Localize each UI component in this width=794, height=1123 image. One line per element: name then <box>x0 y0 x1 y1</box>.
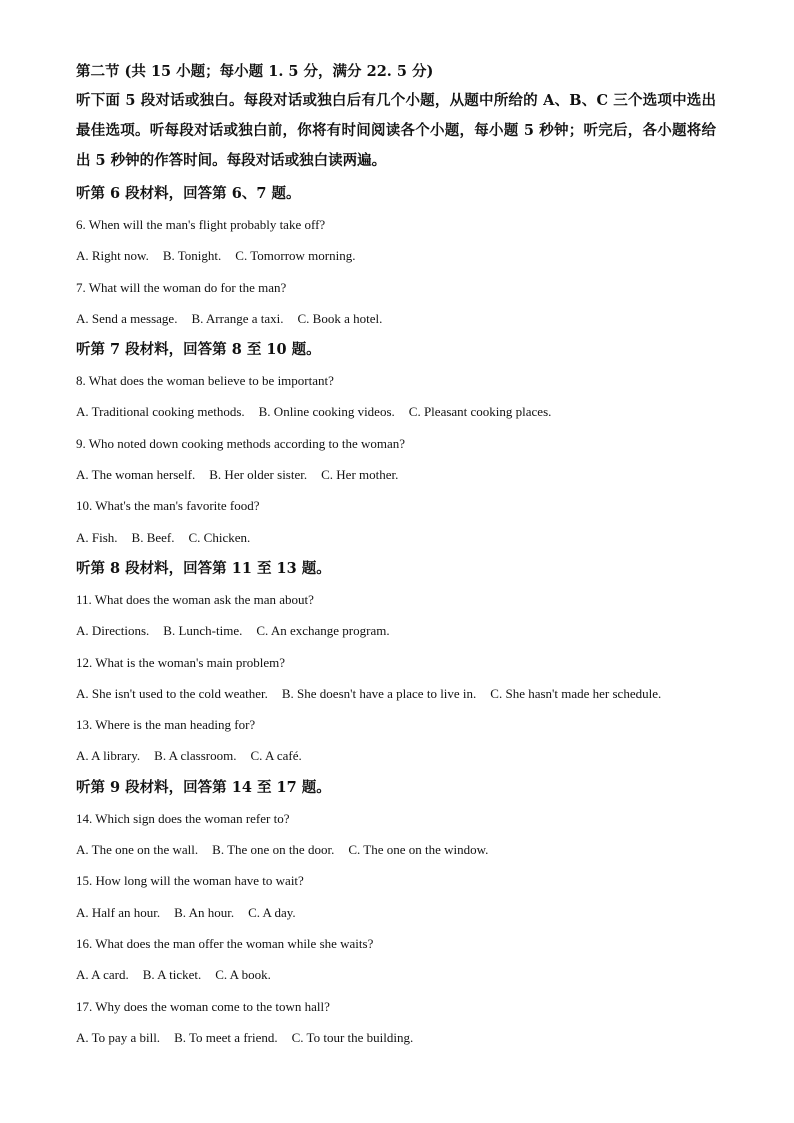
question-stem: 7. What will the woman do for the man? <box>76 279 287 295</box>
option-row <box>76 678 716 709</box>
option-a: A. Send a message. <box>76 310 178 326</box>
option-row <box>76 522 716 553</box>
option-row <box>76 834 716 865</box>
question-group <box>76 553 716 772</box>
question-stem: 12. What is the woman's main problem? <box>76 654 285 670</box>
option-b: B. Arrange a taxi. <box>191 310 284 326</box>
option-b: B. A ticket. <box>142 967 202 983</box>
option-row <box>76 396 716 427</box>
option-b: B. Tonight. <box>162 248 222 264</box>
option-a: A. Traditional cooking methods. <box>76 404 245 420</box>
question-stem: 17. Why does the woman come to the town hall? <box>76 998 330 1014</box>
option-c: C. A book. <box>215 967 271 983</box>
option-a: A. Directions. <box>76 623 150 639</box>
question-stem: 16. What does the man offer the woman while she waits? <box>76 935 374 951</box>
question-stem: 8. What does the woman believe to be important? <box>76 373 334 389</box>
option-a: A. Right now. <box>76 248 149 264</box>
material-heading: 听第 9 段材料，回答第 14 至 17 题。 <box>76 778 331 796</box>
option-b: B. She doesn't have a place to live in. <box>281 685 477 701</box>
option-row <box>76 959 716 990</box>
option-a: A. Half an hour. <box>76 904 161 920</box>
option-c: C. A café. <box>250 748 302 764</box>
option-c: C. To tour the building. <box>291 1029 414 1045</box>
option-c: C. An exchange program. <box>256 623 390 639</box>
question-group <box>76 178 716 334</box>
option-c: C. Her mother. <box>321 467 399 483</box>
option-b: B. An hour. <box>174 904 235 920</box>
option-b: B. To meet a friend. <box>174 1029 278 1045</box>
section-instructions: 听下面 5 段对话或独白。每段对话或独白后有几个小题，从题中所给的 A、B、C 三个选项中选出最佳选项。听每段对话或独白前，你将有时间阅读各个小题，每小题 5 秒钟；听完后，各小题将给出 5 秒钟的作答时间。每段对话或独白读两遍。 <box>76 92 716 169</box>
material-heading: 听第 6 段材料，回答第 6、7 题。 <box>76 185 301 202</box>
option-b: B. The one on the door. <box>212 842 335 858</box>
question-group <box>76 772 716 1053</box>
option-b: B. Her older sister. <box>209 467 308 483</box>
option-c: C. The one on the window. <box>348 842 489 858</box>
option-a: A. The one on the wall. <box>76 842 199 858</box>
question-stem: 13. Where is the man heading for? <box>76 717 256 733</box>
option-b: B. Lunch-time. <box>163 623 243 639</box>
option-row <box>76 1022 716 1053</box>
question-stem: 6. When will the man's flight probably take off? <box>76 217 326 232</box>
option-c: C. Tomorrow morning. <box>235 248 356 264</box>
question-stem: 14. Which sign does the woman refer to? <box>76 810 290 826</box>
material-heading: 听第 8 段材料，回答第 11 至 13 题。 <box>76 559 331 577</box>
option-b: B. A classroom. <box>154 748 237 764</box>
option-c: C. Pleasant cooking places. <box>408 404 552 420</box>
exam-page <box>76 60 716 1053</box>
section-title: 第二节 (共 15 小题；每小题 1. 5 分，满分 22. 5 分) <box>76 63 434 80</box>
option-a: A. To pay a bill. <box>76 1029 161 1045</box>
material-heading: 听第 7 段材料，回答第 8 至 10 题。 <box>76 341 321 359</box>
option-a: A. She isn't used to the cold weather. <box>76 685 268 701</box>
question-stem: 15. How long will the woman have to wait? <box>76 873 304 889</box>
question-stem: 9. Who noted down cooking methods according to the woman? <box>76 435 406 451</box>
option-a: A. Fish. <box>76 529 118 545</box>
option-c: C. Book a hotel. <box>297 310 383 326</box>
option-a: A. A card. <box>76 967 129 983</box>
option-c: C. A day. <box>248 904 296 920</box>
option-c: C. She hasn't made her schedule. <box>490 685 662 701</box>
option-a: A. A library. <box>76 748 141 764</box>
option-row <box>76 303 716 334</box>
option-row <box>76 240 716 271</box>
option-c: C. Chicken. <box>188 529 251 545</box>
option-row <box>76 740 716 771</box>
option-row <box>76 897 716 928</box>
question-stem: 11. What does the woman ask the man about? <box>76 591 314 607</box>
option-row <box>76 615 716 646</box>
option-row <box>76 459 716 490</box>
option-a: A. The woman herself. <box>76 467 196 483</box>
question-group <box>76 334 716 553</box>
option-b: B. Online cooking videos. <box>258 404 395 420</box>
option-b: B. Beef. <box>131 529 175 545</box>
question-stem: 10. What's the man's favorite food? <box>76 498 260 514</box>
